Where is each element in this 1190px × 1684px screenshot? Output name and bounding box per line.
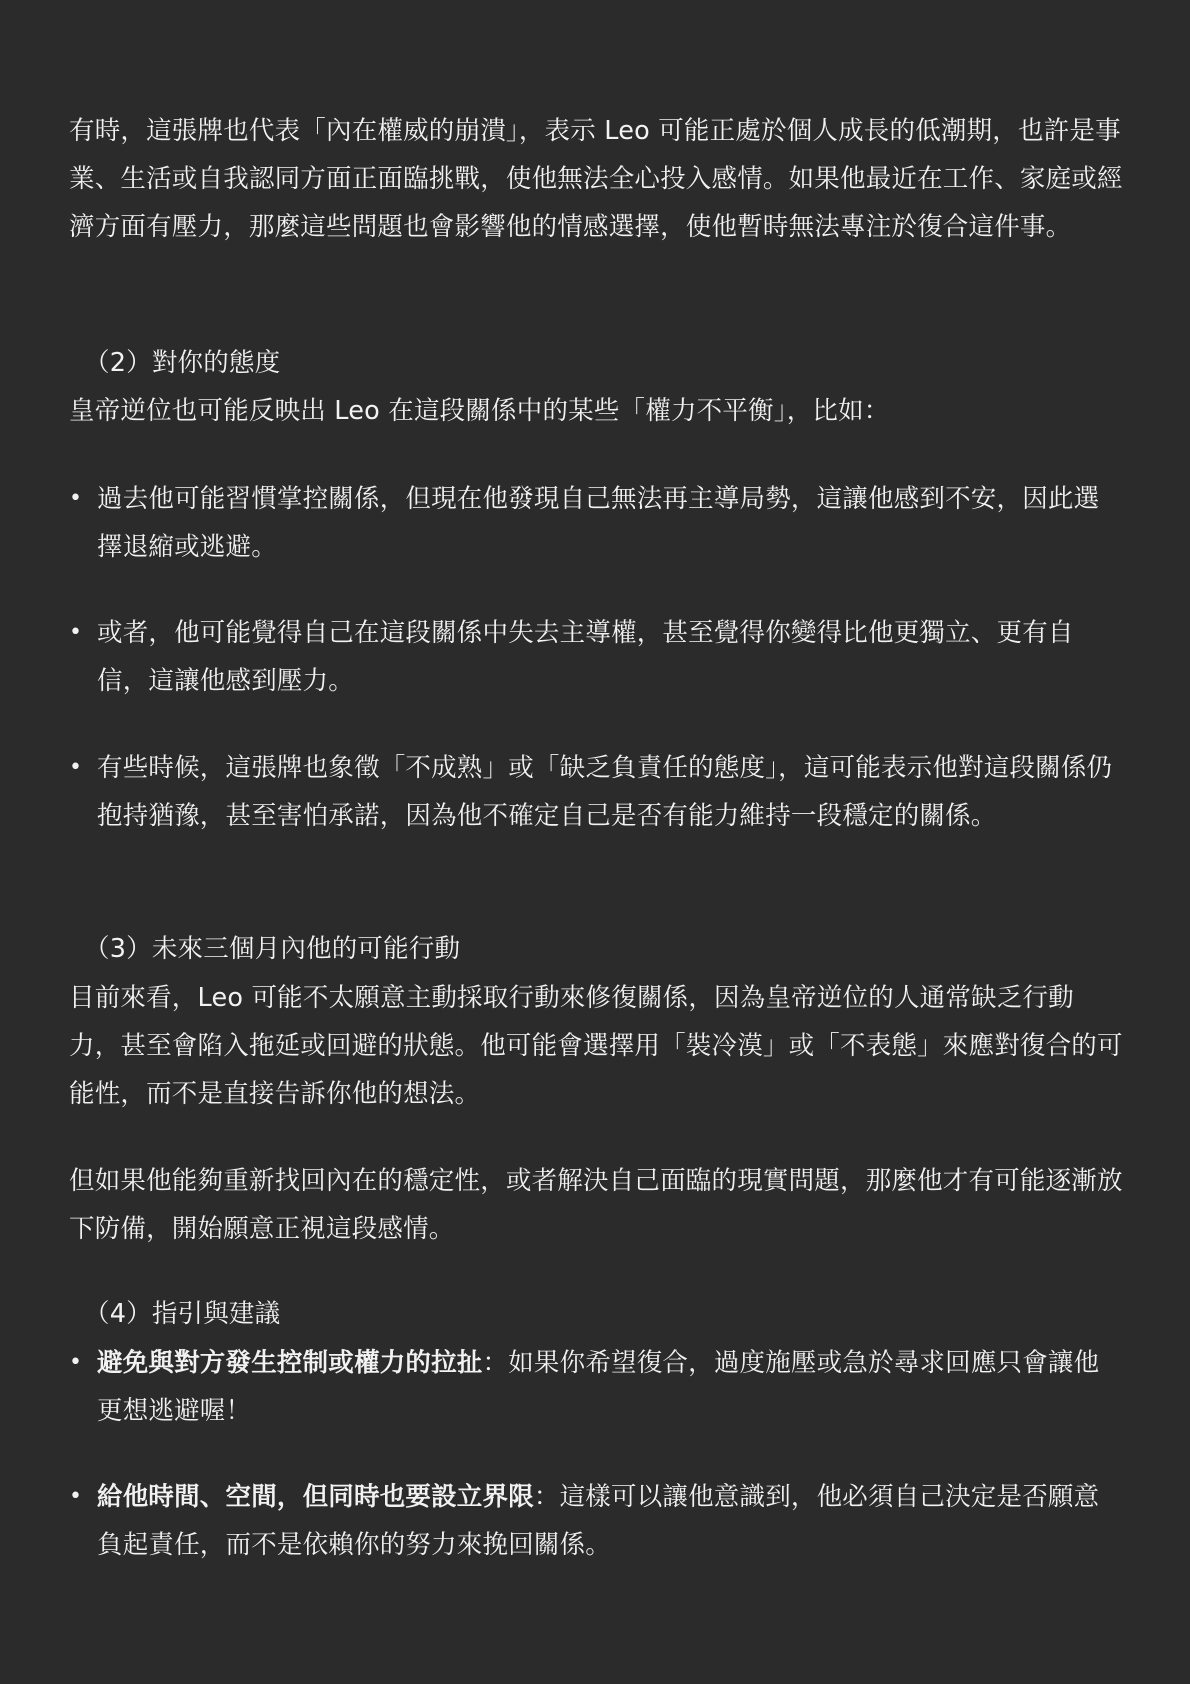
advice-list-item-1: [69, 1339, 1124, 1435]
section-2-intro: 皇帝逆位也可能反映出 Leo 在這段關係中的某些「權力不平衡」，比如：: [69, 396, 890, 426]
bullet-icon: •: [69, 755, 83, 780]
section-3-paragraph-1: 目前來看，Leo 可能不太願意主動採取行動來修復關係，因為皇帝逆位的人通常缺乏行動力，甚至會陷入拖延或回避的狀態。他可能會選擇用「裝冷漠」或「不表態」來應對復合的可能性，而不是直接告訴你他的想法。: [69, 983, 1123, 1109]
advice-list-item-2-text: ：這樣可以讓他意識到，他必須自己決定是否願意負起責任，而不是依賴你的努力來挽回關係。: [97, 1482, 1100, 1560]
attitude-list-item-3: [69, 744, 1124, 840]
section-2-heading: （2）對你的態度: [84, 348, 281, 378]
attitude-list-item-2-text: 或者，他可能覺得自己在這段關係中失去主導權，甚至覺得你變得比他更獨立、更有自信，這讓他感到壓力。: [97, 618, 1074, 696]
advice-list-item-1-strong: 避免與對方發生控制或權力的拉扯: [97, 1348, 483, 1378]
section-3-paragraph-2: 但如果他能夠重新找回內在的穩定性，或者解決自己面臨的現實問題，那麼他才有可能逐漸放下防備，開始願意正視這段感情。: [69, 1166, 1123, 1244]
attitude-list-item-2: [69, 609, 1124, 705]
bullet-icon: •: [69, 1350, 83, 1375]
attitude-list-item-3-text: 有些時候，這張牌也象徵「不成熟」或「缺乏負責任的態度」，這可能表示他對這段關係仍抱持猶豫，甚至害怕承諾，因為他不確定自己是否有能力維持一段穩定的關係。: [97, 753, 1113, 831]
paragraph-inner-authority-collapse: 有時，這張牌也代表「內在權威的崩潰」，表示 Leo 可能正處於個人成長的低潮期，也許是事業、生活或自我認同方面正面臨挑戰，使他無法全心投入感情。如果他最近在工作、家庭或經濟方面有壓力，那麼這些問題也會影響他的情感選擇，使他暫時無法專注於復合這件事。: [69, 116, 1123, 242]
bullet-icon: •: [69, 1484, 83, 1509]
attitude-list-item-1: [69, 475, 1124, 571]
advice-list-item-2: [69, 1473, 1124, 1569]
section-3-heading: （3）未來三個月內他的可能行動: [84, 934, 461, 964]
advice-list-item-1-content: [97, 1339, 1124, 1435]
section-4-heading: （4）指引與建議: [84, 1299, 281, 1329]
bullet-icon: •: [69, 620, 83, 645]
advice-list-item-2-content: [97, 1473, 1124, 1569]
advice-list-item-1-text: ：如果你希望復合，過度施壓或急於尋求回應只會讓他更想逃避喔！: [97, 1348, 1100, 1426]
advice-list-item-2-strong: 給他時間、空間，但同時也要設立界限: [97, 1482, 534, 1512]
bullet-icon: •: [69, 486, 83, 511]
attitude-list-item-1-text: 過去他可能習慣掌控關係，但現在他發現自己無法再主導局勢，這讓他感到不安，因此選擇退縮或逃避。: [97, 484, 1100, 562]
